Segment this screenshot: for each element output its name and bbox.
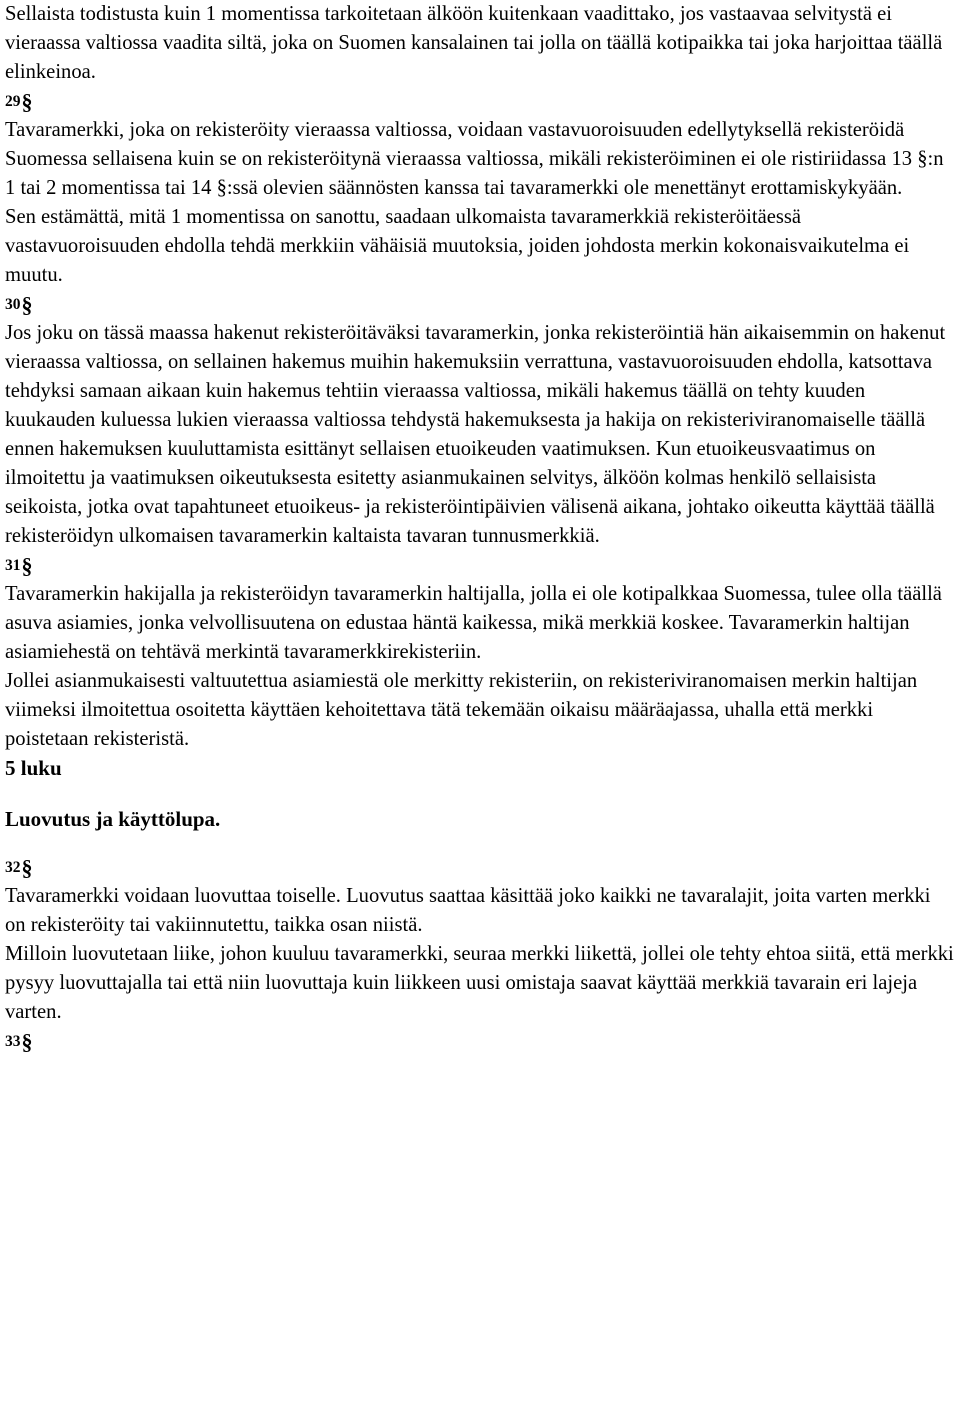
section-29-heading xyxy=(5,87,955,116)
section-number: 31 xyxy=(5,557,21,574)
section-31-paragraph-1: Tavaramerkin hakijalla ja rekisteröidyn tavaramerkin haltijalla, jolla ei ole kotipalkkaa Suomessa, tulee olla täällä asuva asiamies, jonka velvollisuutena on edustaa häntä kaikessa, mikä merkkiä koskee. Tavaramerkin haltijan asiamiehestä on tehtävä merkintä tavaramerkkirekisteriin. xyxy=(5,583,942,663)
section-30-paragraph-1: Jos joku on tässä maassa hakenut rekisteröitäväksi tavaramerkin, jonka rekisteröintiä hän aikaisemmin on hakenut vieraassa valtiossa, on sellainen hakemus muihin hakemuksiin verrattuna, vastavuoroisuuden ehdolla, katsottava tehdyksi samaan aikaan kuin hakemus tehtiin vieraassa valtiossa, mikäli hakemus täällä on tehty kuuden kuukauden kuluessa lukien vieraassa valtiossa tehdystä hakemuksesta ja hakija on rekisteriviranomaiselle täällä ennen hakemuksen kuuluttamista esittänyt sellaisen etuoikeuden vaatimuksen. Kun etuoikeusvaatimus on ilmoitettu ja vaatimuksen oikeutuksesta esitetty asianmukainen selvitys, älköön kolmas henkilö sellaisista seikoista, jotka ovat tapahtuneet etuoikeus- ja rekisteröintipäivien välisenä aikana, johtako oikeutta käyttää täällä rekisteröidyn ulkomaisen tavaramerkin kaltaista tavaran tunnusmerkkiä. xyxy=(5,322,946,547)
section-29-paragraph-2: Sen estämättä, mitä 1 momentissa on sanottu, saadaan ulkomaista tavaramerkkiä rekisteröitäessä vastavuoroisuuden ehdolla tehdä merkkiin vähäisiä muutoksia, joiden johdosta merkin kokonaisvaikutelma ei muutu. xyxy=(5,206,910,286)
section-31-paragraph-2: Jollei asianmukaisesti valtuutettua asiamiestä ole merkitty rekisteriin, on rekisteriviranomaisen merkin haltijan viimeksi ilmoitettua osoitetta käyttäen kehoitettava tätä tekemään oikaisu määräajassa, uhalla että merkki poistetaan rekisteristä. xyxy=(5,670,918,750)
section-sign: § xyxy=(21,553,33,578)
document-page xyxy=(5,0,955,1056)
section-number: 30 xyxy=(5,296,21,313)
section-sign: § xyxy=(21,292,33,317)
section-32-paragraph-2: Milloin luovutetaan liike, johon kuuluu tavaramerkki, seuraa merkki liikettä, jollei ole tehty ehtoa siitä, että merkki pysyy luovuttajalla tai että niin luovuttaja kuin liikkeen uusi omistaja saavat käyttää merkkiä tavarain eri lajeja varten. xyxy=(5,943,954,1023)
section-sign: § xyxy=(21,89,33,114)
chapter-title: Luovutus ja käyttölupa. xyxy=(5,807,221,831)
section-number: 32 xyxy=(5,859,21,876)
section-33-heading xyxy=(5,1027,955,1056)
section-30-heading xyxy=(5,290,955,319)
section-number: 29 xyxy=(5,93,21,110)
intro-paragraph: Sellaista todistusta kuin 1 momentissa tarkoitetaan älköön kuitenkaan vaadittako, jos vastaavaa selvitystä ei vieraassa valtiossa vaadita siltä, joka on Suomen kansalainen tai jolla on täällä kotipaikka tai joka harjoittaa täällä elinkeinoa. xyxy=(5,3,943,83)
section-29-paragraph-1: Tavaramerkki, joka on rekisteröity vieraassa valtiossa, voidaan vastavuoroisuuden edellytyksellä rekisteröidä Suomessa sellaisena kuin se on rekisteröitynä vieraassa valtiossa, mikäli rekisteröiminen ei ole ristiriidassa 13 §:n 1 tai 2 momentissa tai 14 §:ssä olevien säännösten kanssa tai tavaramerkki ole menettänyt erottamiskykyään. xyxy=(5,119,944,199)
section-32-paragraph-1: Tavaramerkki voidaan luovuttaa toiselle. Luovutus saattaa käsittää joko kaikki ne tavaralajit, joita varten merkki on rekisteröity tai vakiinnutettu, taikka osan niistä. xyxy=(5,885,931,936)
section-32-heading xyxy=(5,853,955,882)
section-number: 33 xyxy=(5,1033,21,1050)
section-31-heading xyxy=(5,551,955,580)
section-sign: § xyxy=(21,1029,33,1054)
chapter-number: 5 luku xyxy=(5,756,62,780)
section-sign: § xyxy=(21,855,33,880)
